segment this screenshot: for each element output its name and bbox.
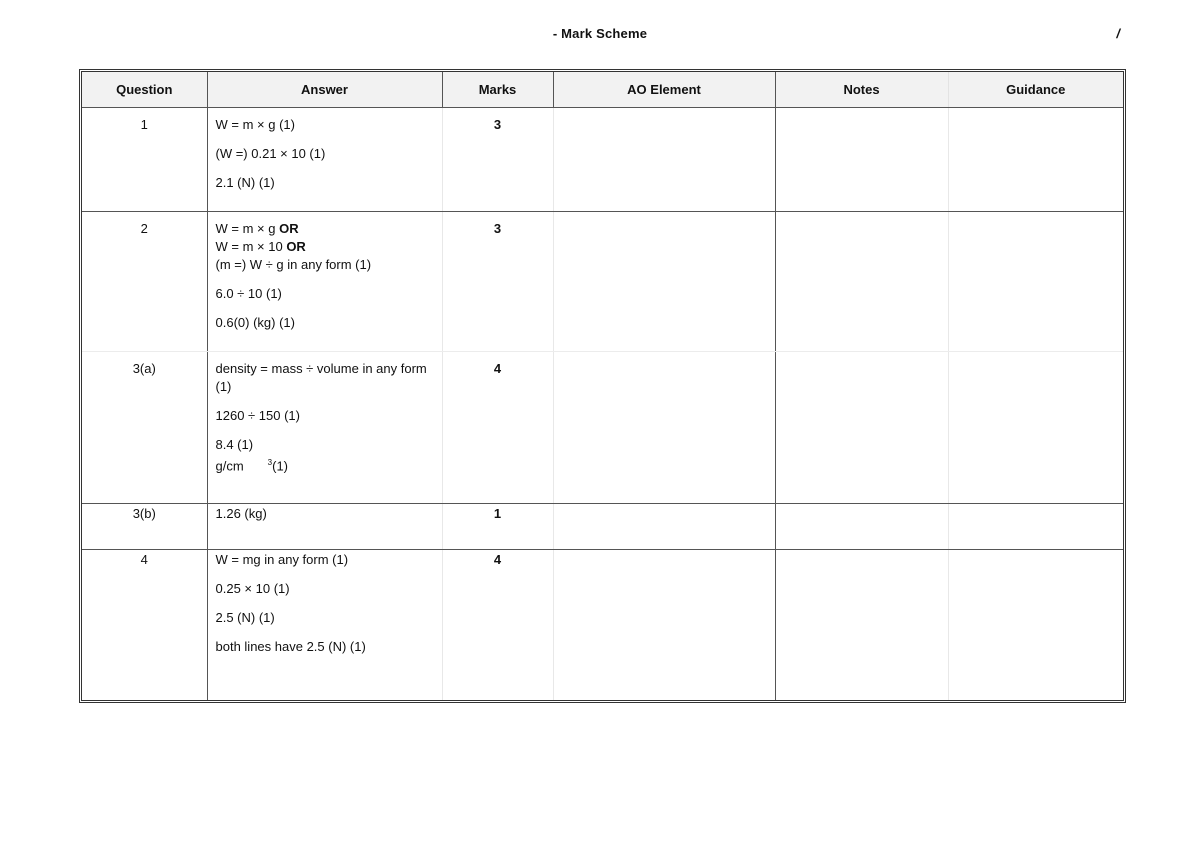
answer-line: 0.6(0) (kg) (1) (215, 315, 295, 330)
notes-cell (775, 212, 948, 352)
or-keyword: OR (286, 239, 306, 254)
answer-text: W = m × 10 (215, 239, 287, 254)
answer-text: W = m × g (215, 221, 280, 236)
guidance-cell (948, 212, 1123, 352)
answer-cell (207, 108, 442, 212)
marks-cell: 1 (442, 504, 553, 550)
marks-cell: 4 (442, 352, 553, 504)
table-row (82, 550, 1123, 700)
answer-line: 1.26 (kg) (215, 506, 267, 521)
or-keyword: OR (279, 221, 299, 236)
column-header-answer: Answer (207, 72, 442, 108)
answer-cell (207, 504, 442, 550)
answer-line: W = mg in any form (1) (215, 552, 349, 567)
column-header-question: Question (82, 72, 207, 108)
question-cell: 3(a) (82, 352, 207, 504)
unit-superscript: 3 (267, 458, 273, 467)
marks-cell: 4 (442, 550, 553, 700)
ao-element-cell (553, 108, 775, 212)
answer-cell (207, 550, 442, 700)
table-row (82, 504, 1123, 550)
answer-cell (207, 212, 442, 352)
answer-line: 2.5 (N) (1) (215, 610, 275, 625)
ao-element-cell (553, 212, 775, 352)
notes-cell (775, 108, 948, 212)
answer-line (216, 220, 434, 238)
answer-text: (1) (272, 458, 289, 474)
answer-line: both lines have 2.5 (N) (1) (215, 639, 366, 654)
guidance-cell (948, 550, 1123, 700)
answer-line: 6.0 ÷ 10 (1) (215, 286, 282, 301)
guidance-cell (948, 504, 1123, 550)
ao-element-cell (553, 352, 775, 504)
table-row (82, 352, 1123, 504)
question-cell: 2 (82, 212, 207, 352)
table-header-row (82, 72, 1123, 108)
answer-line: 2.1 (N) (1) (215, 175, 275, 190)
answer-line: W = m × g (1) (215, 117, 295, 132)
guidance-cell (948, 108, 1123, 212)
column-header-marks: Marks (442, 72, 553, 108)
column-header-guidance: Guidance (948, 72, 1123, 108)
question-cell: 1 (82, 108, 207, 212)
answer-line: 1260 ÷ 150 (1) (215, 408, 300, 423)
answer-line: density = mass ÷ volume in any form (1) (215, 361, 427, 394)
notes-cell (775, 352, 948, 504)
answer-cell (207, 352, 442, 504)
page-header (0, 26, 1200, 44)
table-row (82, 108, 1123, 212)
answer-line (216, 238, 434, 256)
table-row (82, 212, 1123, 352)
notes-cell (775, 550, 948, 700)
answer-line (216, 454, 434, 475)
question-cell: 3(b) (82, 504, 207, 550)
marks-cell: 3 (442, 212, 553, 352)
unit-text: g/cm (215, 458, 244, 474)
notes-cell (775, 504, 948, 550)
ao-element-cell (553, 504, 775, 550)
page-title: - Mark Scheme (552, 26, 648, 41)
answer-line: (m =) W ÷ g in any form (1) (215, 257, 372, 272)
mark-scheme-table (82, 72, 1123, 700)
column-header-ao-element: AO Element (553, 72, 775, 108)
answer-line: 8.4 (1) (215, 437, 254, 452)
column-header-notes: Notes (775, 72, 948, 108)
guidance-cell (948, 352, 1123, 504)
question-cell: 4 (82, 550, 207, 700)
answer-line: 0.25 × 10 (1) (215, 581, 290, 596)
marks-cell: 3 (442, 108, 553, 212)
answer-line: (W =) 0.21 × 10 (1) (215, 146, 326, 161)
mark-scheme-table-frame (79, 69, 1126, 703)
page-mark: / (1116, 26, 1120, 41)
ao-element-cell (553, 550, 775, 700)
